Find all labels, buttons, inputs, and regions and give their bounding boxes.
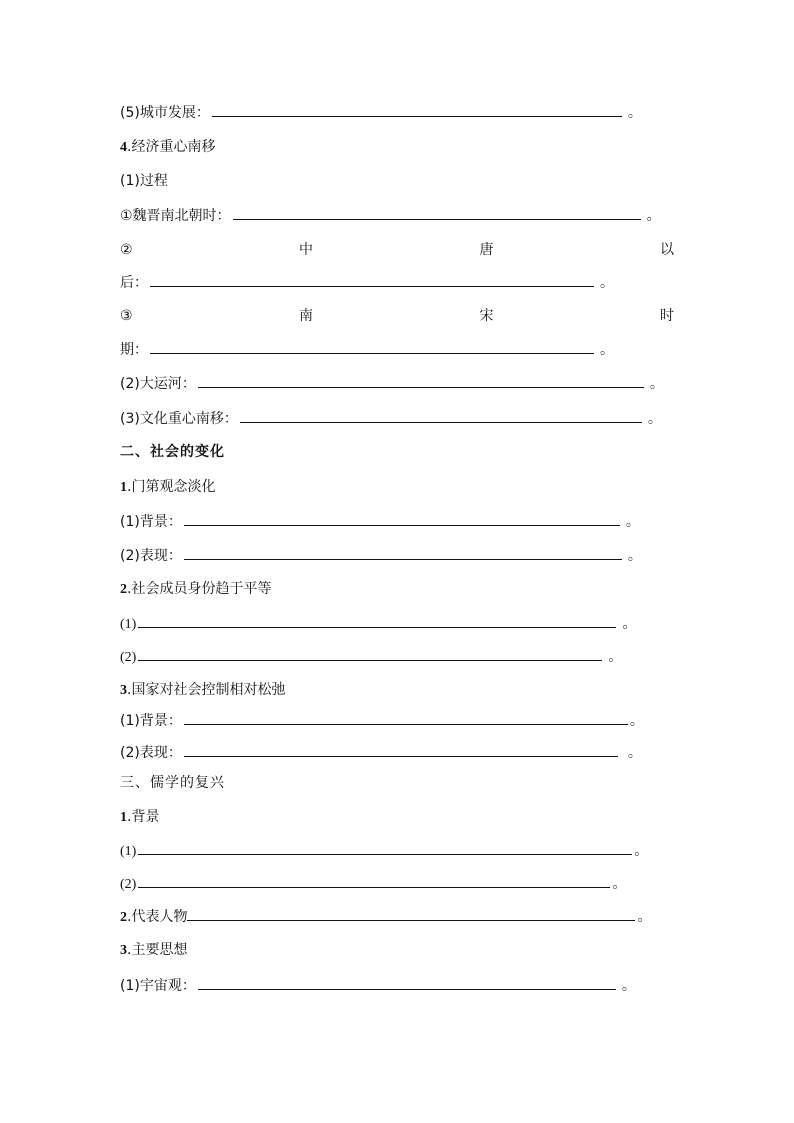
period: 。	[600, 275, 614, 291]
answer-blank[interactable]	[150, 339, 594, 354]
period: 。	[608, 649, 623, 665]
south-song-spread-line	[120, 306, 674, 326]
s3-item2-line	[120, 906, 651, 926]
period: 。	[634, 843, 649, 859]
answer-blank[interactable]	[184, 545, 622, 560]
s3-item1-line1	[120, 840, 648, 860]
item-label: (1)过程	[120, 173, 168, 189]
answer-blank[interactable]	[212, 102, 622, 117]
s2-item2-title	[120, 579, 271, 599]
item-number: 1	[120, 480, 127, 495]
mid-tang-spread-line	[120, 240, 674, 260]
item-label: (3)文化重心南移：	[120, 411, 238, 427]
section-three-title	[120, 773, 225, 793]
period: 。	[621, 978, 636, 994]
s2-item3-background-line	[120, 710, 644, 730]
s2-item2-line1	[120, 613, 636, 633]
item-label: (2)	[120, 650, 137, 665]
item-number: 2	[120, 582, 127, 597]
spread-char: 时	[659, 308, 674, 324]
answer-blank[interactable]	[150, 272, 594, 287]
item-title: .门第观念淡化	[127, 479, 216, 495]
s2-item1-show-line	[120, 545, 642, 565]
item-label: (2)表现：	[120, 548, 182, 564]
item-number: 3	[120, 943, 127, 958]
grand-canal-line	[120, 373, 664, 393]
circled-number: ③	[120, 308, 133, 324]
s2-item2-line2	[120, 646, 622, 666]
answer-blank[interactable]	[138, 840, 632, 855]
item-number: 3	[120, 683, 127, 698]
spread-char: 宋	[479, 308, 494, 324]
item-label: (2)	[120, 877, 137, 892]
period: 。	[627, 745, 642, 761]
answer-blank[interactable]	[138, 873, 610, 888]
item-title: .国家对社会控制相对松弛	[127, 682, 286, 698]
item-number: 1	[120, 810, 127, 825]
section-title: 二、社会的变化	[120, 444, 225, 460]
s2-item1-title	[120, 477, 215, 497]
answer-blank[interactable]	[138, 646, 602, 661]
period: 。	[612, 876, 627, 892]
item-label: (2)表现：	[120, 745, 182, 761]
item-label: (1)	[120, 617, 137, 632]
mid-tang-cont-line	[120, 272, 614, 292]
item-label: (5)城市发展：	[120, 105, 210, 121]
answer-blank[interactable]	[233, 205, 641, 220]
period: 。	[647, 411, 662, 427]
period: 。	[637, 909, 652, 925]
circled-number: ②	[120, 242, 133, 258]
period: 。	[622, 616, 637, 632]
item-label: (1)	[120, 844, 137, 859]
item-label: 期：	[120, 342, 148, 358]
item-label: (1)宇宙观：	[120, 978, 196, 994]
section-title: 三、儒学的复兴	[120, 775, 225, 791]
item-title: .主要思想	[127, 942, 188, 958]
answer-blank[interactable]	[184, 742, 618, 757]
item-title: .代表人物	[127, 909, 188, 925]
spread-char: 以	[659, 242, 674, 258]
item-number: 4	[120, 140, 127, 155]
culture-center-line	[120, 408, 662, 428]
answer-blank[interactable]	[240, 408, 642, 423]
item-title: .经济重心南移	[127, 139, 216, 155]
s2-item3-show-line	[120, 742, 642, 762]
wei-jin-line	[120, 205, 661, 225]
s3-item3-universe-line	[120, 975, 636, 995]
south-song-cont-line	[120, 339, 614, 359]
s3-item1-line2	[120, 873, 626, 893]
period: 。	[627, 105, 642, 121]
answer-blank[interactable]	[187, 906, 635, 921]
period: 。	[646, 208, 661, 224]
period: 。	[625, 514, 640, 530]
spread-char: 南	[299, 308, 314, 324]
s2-item3-title	[120, 680, 285, 700]
section-two-title	[120, 442, 225, 462]
item-label: 后：	[120, 275, 148, 291]
period: 。	[649, 376, 664, 392]
spread-char: 中	[299, 242, 314, 258]
s2-item1-background-line	[120, 511, 640, 531]
item-number: 2	[120, 910, 127, 925]
period: 。	[627, 548, 642, 564]
answer-blank[interactable]	[198, 975, 616, 990]
item-label: ①魏晋南北朝时：	[120, 208, 231, 224]
spread-char: 唐	[479, 242, 494, 258]
item-title: .背景	[127, 809, 160, 825]
answer-blank[interactable]	[198, 373, 644, 388]
answer-blank[interactable]	[138, 613, 616, 628]
answer-blank[interactable]	[184, 710, 628, 725]
item-title: .社会成员身份趋于平等	[127, 581, 272, 597]
period: 。	[600, 342, 614, 358]
item-label: (2)大运河：	[120, 376, 196, 392]
city-development-line	[120, 102, 642, 122]
s3-item1-title	[120, 807, 159, 827]
period: 。	[629, 713, 644, 729]
item-label: (1)背景：	[120, 514, 182, 530]
economic-center-title	[120, 137, 215, 157]
answer-blank[interactable]	[184, 511, 620, 526]
s3-item3-title	[120, 940, 187, 960]
item-label: (1)背景：	[120, 713, 182, 729]
process-subtitle	[120, 171, 168, 191]
